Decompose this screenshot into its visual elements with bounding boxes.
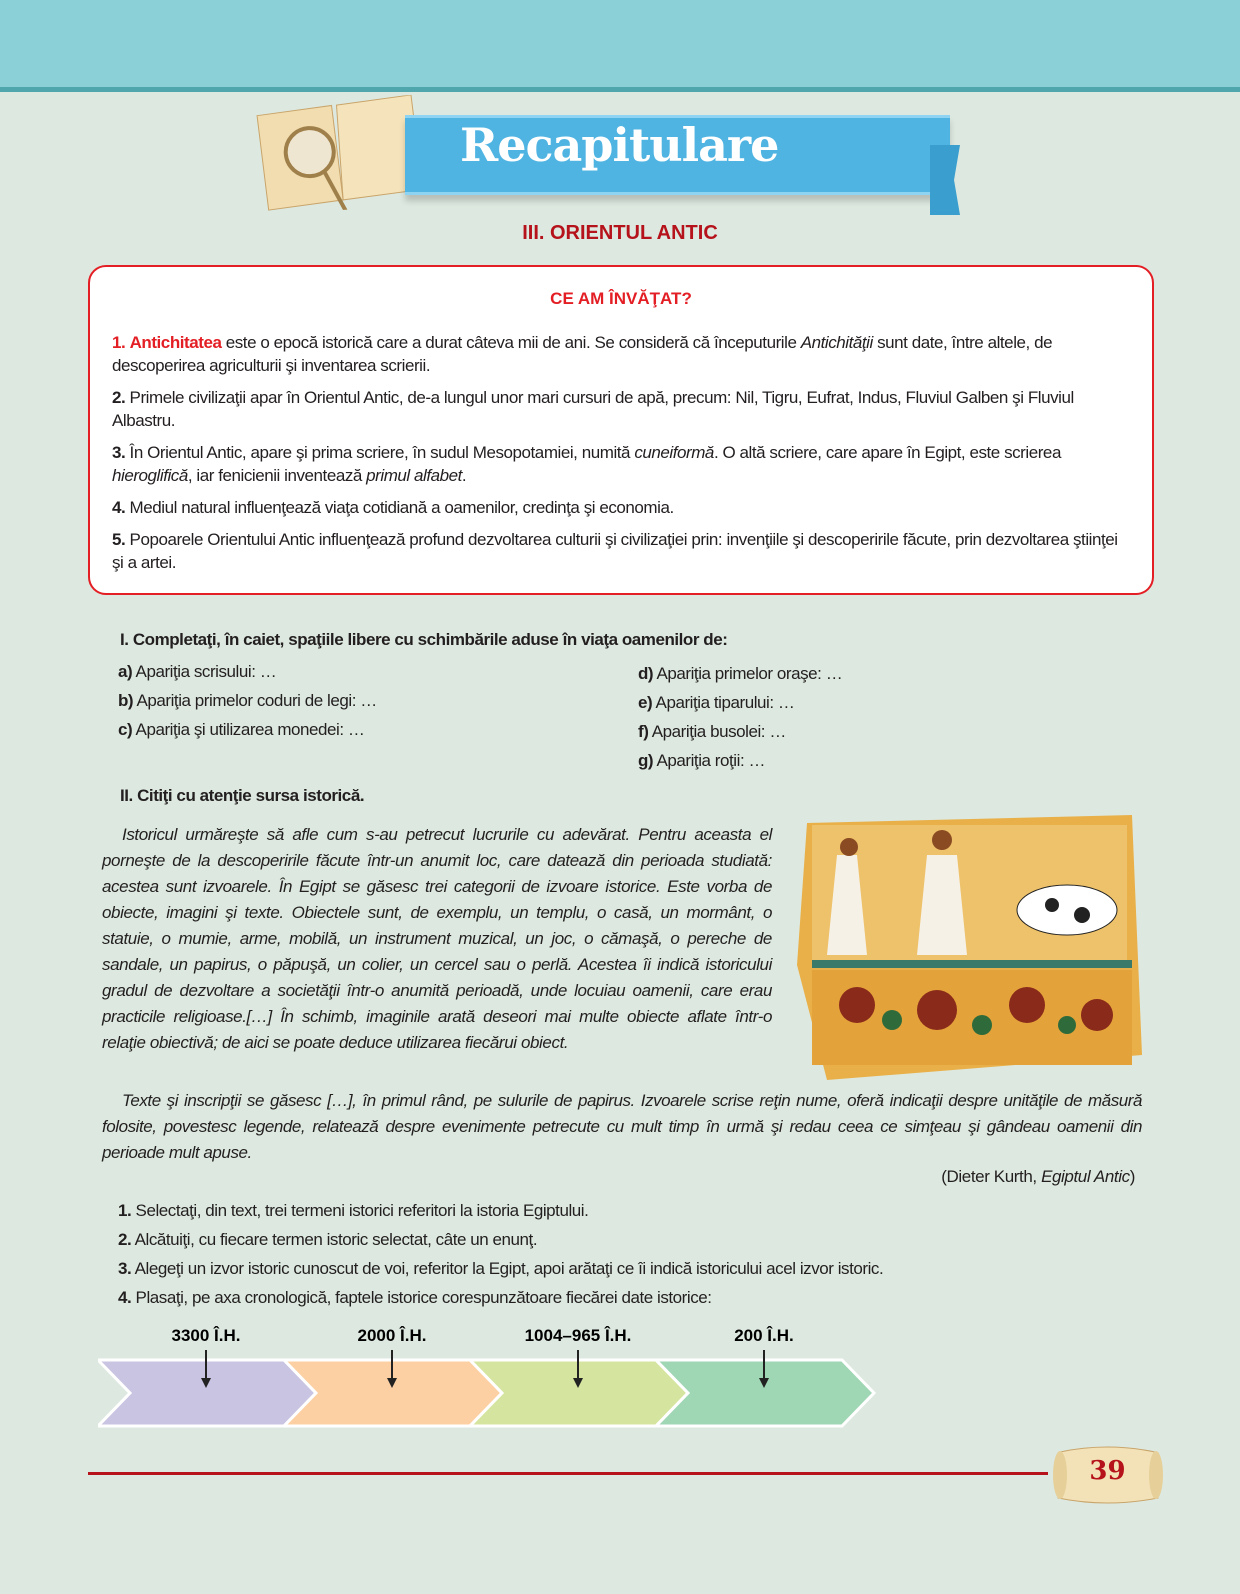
exercise-item-c: c) Apariţia şi utilizarea monedei: … xyxy=(118,720,365,739)
exercise-2-title: II. Citiţi cu atenţie sursa istorică. xyxy=(120,786,365,805)
exercise-item-g: g) Apariţia roţii: … xyxy=(638,751,766,770)
summary-point-3: 3. În Orientul Antic, apare şi prima scriere, în sudul Mesopotamiei, numită cuneiformă. O altă scriere, care apare în Egipt, este scrierea hieroglifică, iar fenicienii inventează primul alfabet. xyxy=(112,443,1061,485)
summary-point-2: 2. Primele civilizaţii apar în Orientul Antic, de-a lungul unor mari cursuri de apă, precum: Nil, Tigru, Eufrat, Indus, Fluviul Galben şi Fluviul Albastru. xyxy=(112,388,1074,430)
page-title: Recapitulare xyxy=(460,118,779,172)
timeline-date: 2000 Î.H. xyxy=(357,1326,427,1345)
summary-title: CE AM ÎNVĂŢAT? xyxy=(550,289,692,308)
source-citation: (Dieter Kurth, Egiptul Antic) xyxy=(941,1167,1135,1186)
banner-tail xyxy=(930,145,960,215)
timeline-date: 200 Î.H. xyxy=(734,1326,794,1345)
task-item: 1. Selectaţi, din text, trei termeni istorici referitori la istoria Egiptului. xyxy=(118,1201,589,1220)
summary-point-1: 1. Antichitatea este o epocă istorică care a durat câteva mii de ani. Se consideră că începuturile Antichităţii sunt date, între altele, de descoperirea agriculturii şi inventarea scrierii. xyxy=(112,333,1053,375)
historical-source-text-2: Texte şi inscripţii se găsesc […], în primul rând, pe sulurile de papirus. Izvoarele scrise reţin nume, oferă indicaţii despre unităţile de măsură folosite, povestesc legende, relatează despre evenimente petrecute cu mult timp în urmă şi redau ceea ce simţeau şi gândeau oamenii din perioade mult apuse. xyxy=(102,1091,1142,1162)
task-list xyxy=(118,1196,883,1312)
exercise-item-d: d) Apariţia primelor oraşe: … xyxy=(638,664,843,683)
footer-line xyxy=(88,1472,1048,1475)
task-item: 4. Plasaţi, pe axa cronologică, faptele istorice corespunzătoare fiecărei date istorice: xyxy=(118,1288,712,1307)
task-item: 2. Alcătuiţi, cu fiecare termen istoric selectat, câte un enunţ. xyxy=(118,1230,538,1249)
exercise-item-e: e) Apariţia tiparului: … xyxy=(638,693,795,712)
top-band xyxy=(0,0,1240,92)
timeline-date: 1004–965 Î.H. xyxy=(524,1326,632,1345)
exercise-item-f: f) Apariţia busolei: … xyxy=(638,722,786,741)
timeline-date: 3300 Î.H. xyxy=(171,1326,241,1345)
exercise-1-title: I. Completaţi, în caiet, spaţiile libere cu schimbările aduse în viaţa oamenilor de: xyxy=(120,630,728,649)
summary-box xyxy=(88,265,1154,595)
exercise-1-left-column xyxy=(118,662,377,749)
exercise-item-a: a) Apariţia scrisului: … xyxy=(118,662,277,681)
summary-point-4: 4. Mediul natural influenţează viaţa cotidiană a oamenilor, credinţa şi economia. xyxy=(112,498,674,517)
chapter-title: III. ORIENTUL ANTIC xyxy=(522,222,718,244)
historical-source-text: Istoricul urmăreşte să afle cum s-au petrecut lucrurile cu adevărat. Pentru aceasta el porneşte de la descoperirile făcute într-un anumit loc, care datează din perioada studiată: acestea sunt izvoarele. În Egipt se găsesc trei categorii de izvoare istorice. Este vorba de obiecte, imagini şi texte. Obiectele sunt, de exemplu, un templu, o casă, un mormânt, o statuie, o mumie, arme, mobilă, un instrument muzical, un joc, o cămaşă, o pereche de sandale, un papirus, o păpuşă, un colier, un cercel sau o perlă. Acestea îi indică istoricului gradul de dezvoltare a societăţii într-o anumită perioadă, unde locuiau oamenii, care erau practicile religioase.[…] În schimb, imaginile arată deseori mai multe obiecte aflate într-o relaţie obiectivă; de aici se poate deduce utilizarea fiecărui obiect. xyxy=(102,825,772,1052)
page-number: 39 xyxy=(1089,1456,1126,1486)
egyptian-fresco-image xyxy=(797,815,1142,1080)
exercise-1-right-column xyxy=(638,664,842,780)
summary-point-5: 5. Popoarele Orientului Antic influenţează profund dezvoltarea culturii şi civilizaţiei prin: invenţiile şi descoperirile făcute, prin dezvoltarea ştiinţei şi a artei. xyxy=(112,530,1118,572)
page-number-scroll xyxy=(1050,1440,1165,1510)
open-book-magnifier-icon xyxy=(251,94,428,216)
chronological-axis xyxy=(98,1322,898,1432)
task-item: 3. Alegeţi un izvor istoric cunoscut de voi, referitor la Egipt, apoi arătaţi ce îi indică istoricului acel izvor istoric. xyxy=(118,1259,884,1278)
exercise-item-b: b) Apariţia primelor coduri de legi: … xyxy=(118,691,377,710)
